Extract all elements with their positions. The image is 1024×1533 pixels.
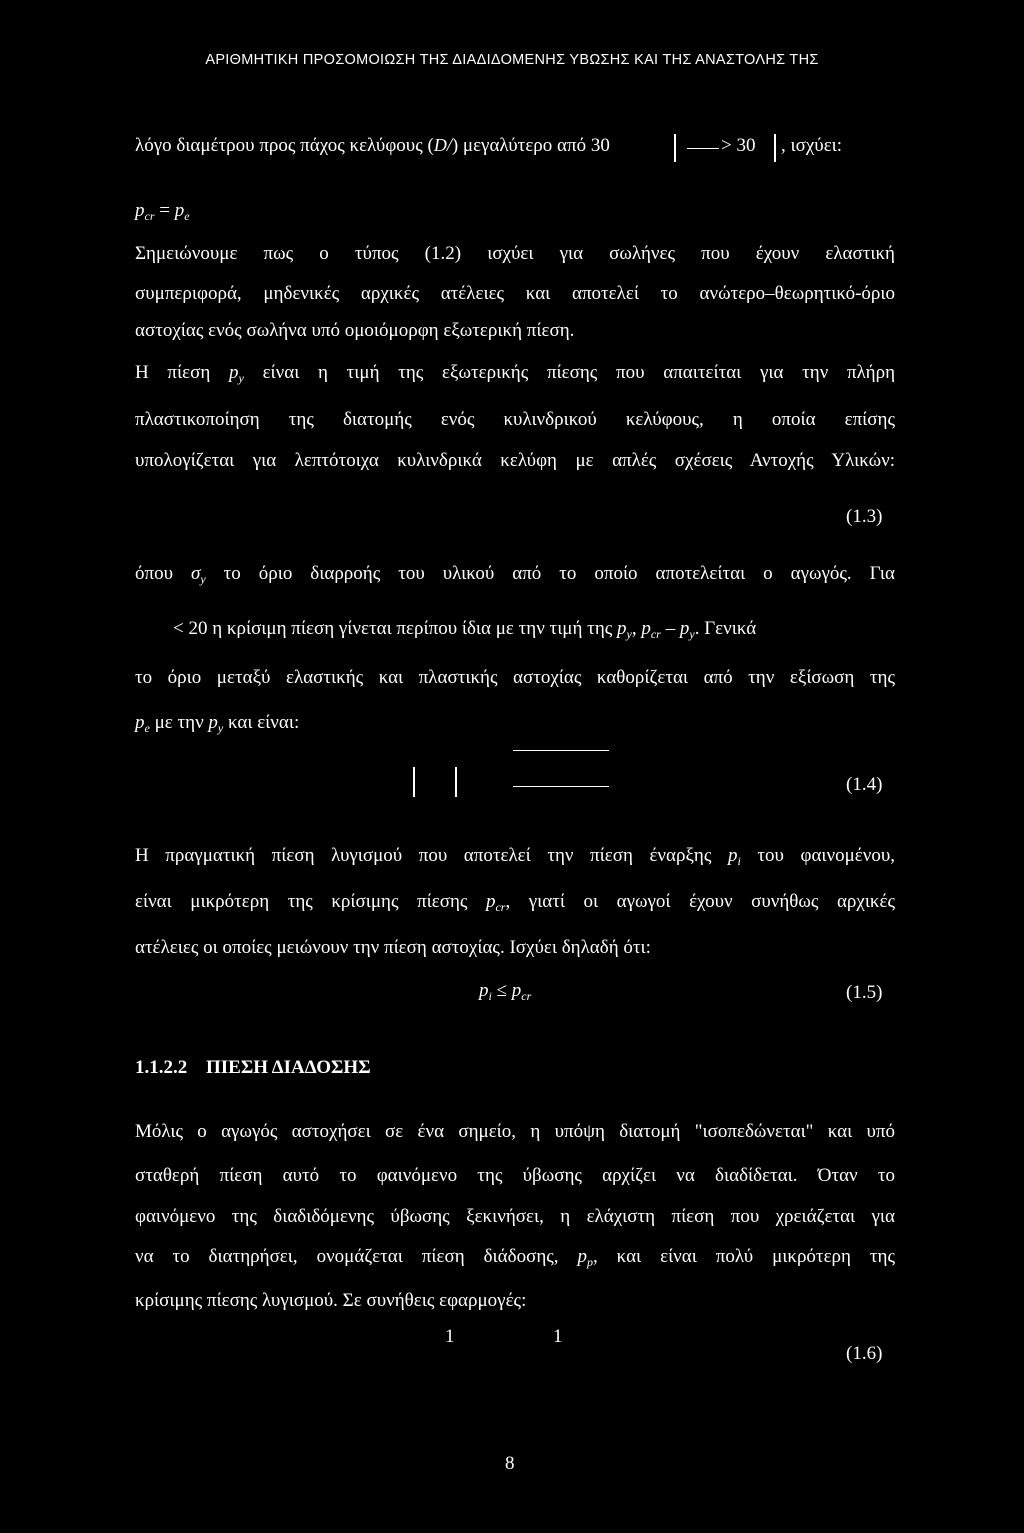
equation-number-1-4: (1.4): [846, 774, 883, 795]
para1-line1: Σημειώνουμε πως ο τύπος (1.2) ισχύει για σωλήνες που έχουν ελαστική: [135, 243, 895, 264]
ratio-text-a: λόγο διαμέτρου προς πάχος κελύφους (: [135, 135, 434, 156]
eq15-lhs-sub: i: [488, 989, 492, 1003]
equation-number-1-5: (1.5): [846, 982, 883, 1003]
para3-line2: < 20 η κρίσιμη πίεση γίνεται περίπου ίδια με την τιμή της $p_y$, $p_{cr} - p_y$. Γενικά: [173, 618, 757, 641]
eq14-bracket-left: [413, 767, 415, 797]
eq12-rhs: p: [174, 200, 185, 221]
ratio-condition: > 30: [721, 135, 756, 156]
py-subscript: y: [238, 371, 244, 385]
para3-line2-text: < 20 η κρίσιμη πίεση γίνεται περίπου ίδια με την τιμή της: [173, 618, 613, 639]
para3-text-b: το όριο διαρροής του υλικού από το οποίο αποτελείται ο αγωγός. Για: [223, 563, 895, 584]
bracket-left: [674, 134, 676, 162]
pcr-subscript: cr: [650, 627, 661, 641]
para5-line4-text-a: να το διατηρήσει, ονομάζεται πίεση διάδοσης,: [135, 1246, 559, 1267]
py-subscript-3: y: [689, 627, 695, 641]
dash: –: [665, 618, 676, 639]
para3-line1: [135, 563, 895, 587]
para4-line3: ατέλειες οι οποίες μειώνουν την πίεση αστοχίας. Ισχύει δηλαδή ότι:: [135, 937, 651, 958]
para5-line3: φαινόμενο της διαδιδόμενης ύβωσης ξεκινήσει, η ελάχιστη πίεση που χρειάζεται για: [135, 1206, 895, 1227]
text-line-ratio: [135, 135, 610, 157]
pe-subscript: e: [144, 721, 150, 735]
bracket-right: [774, 134, 776, 162]
eq12-equals: =: [154, 200, 175, 221]
sigma-subscript: y: [200, 572, 206, 586]
para5-line4: [135, 1246, 895, 1270]
section-heading: [135, 1057, 371, 1079]
para3-line2-end: . Γενικά: [694, 618, 757, 639]
py-symbol-2: p: [617, 618, 627, 639]
para1-line3: αστοχίας ενός σωλήνα υπό ομοιόμορφη εξωτερική πίεση.: [135, 320, 575, 341]
para2-line3: υπολογίζεται για λεπτότοιχα κυλινδρικά κελύφη με απλές σχέσεις Αντοχής Υλικών:: [135, 450, 895, 471]
para4-line2-text-b: , γιατί οι αγωγοί έχουν συνήθως αρχικές: [505, 891, 896, 912]
py-subscript-2: y: [626, 627, 632, 641]
para2-text-a: Η πίεση: [135, 362, 211, 383]
running-header: ΑΡΙΘΜΗΤΙΚΗ ΠΡΟΣΟΜΟΙΩΣΗ ΤΗΣ ΔΙΑΔΙΔΟΜΕΝΗΣ ΥΒΩΣΗΣ ΚΑΙ ΤΗΣ ΑΝΑΣΤΟΛΗΣ ΤΗΣ: [205, 52, 819, 68]
ratio-fraction: D/: [433, 135, 452, 155]
para4-text-b: του φαινομένου,: [757, 845, 896, 866]
para4-line2: [135, 891, 895, 915]
pp-symbol: p: [577, 1246, 587, 1267]
para4-text-a: Η πραγματική πίεση λυγισμού που αποτελεί την πίεση έναρξης: [135, 845, 712, 866]
eq15-lhs: p: [479, 980, 489, 1001]
py-symbol-3: p: [679, 618, 690, 639]
section-title: ΠΙΕΣΗ ΔΙΑΔΟΣΗΣ: [206, 1057, 371, 1078]
pi-subscript: i: [737, 854, 741, 868]
ratio-text-b: ) μεγαλύτερο από 30: [451, 135, 610, 156]
para1-line2: συμπεριφορά, μηδενικές αρχικές ατέλειες και αποτελεί το ανώτερο–θεωρητικό-όριο: [135, 283, 895, 304]
eq14-fraction-bar: [513, 786, 609, 787]
para3-line4: [135, 712, 299, 736]
para4-line1: [135, 845, 895, 869]
para2-line1: [135, 362, 895, 386]
para5-line4-text-b: , και είναι πολύ μικρότερη της: [592, 1246, 895, 1267]
para3-line4-text-a: με την: [154, 712, 204, 733]
fraction-bar: [687, 148, 719, 149]
eq15-leq: ≤: [491, 980, 512, 1001]
eq12-lhs-sub: cr: [144, 209, 155, 223]
eq16-one-b: 1: [553, 1326, 563, 1347]
equation-number-1-6: (1.6): [846, 1343, 883, 1364]
pcr-subscript-2: cr: [495, 900, 506, 914]
pcr-symbol-2: p: [485, 891, 496, 912]
eq15-rhs: p: [511, 980, 522, 1001]
pp-subscript: p: [586, 1255, 593, 1269]
equation-1-2: [135, 200, 190, 224]
sigma-symbol: σ: [190, 563, 201, 584]
py-subscript-4: y: [217, 721, 224, 735]
para3-line4-text-b: και είναι:: [227, 712, 300, 733]
py-symbol: p: [229, 362, 239, 383]
eq16-one-a: 1: [445, 1326, 455, 1347]
eq14-fraction-bar-top: [513, 750, 609, 751]
equation-1-5: [479, 980, 531, 1004]
para5-line5: κρίσιμης πίεσης λυγισμού. Σε συνήθεις εφαρμογές:: [135, 1290, 527, 1311]
equation-number-1-3: (1.3): [846, 506, 883, 527]
eq12-rhs-sub: e: [184, 209, 190, 223]
para3-text-a: όπου: [135, 563, 173, 584]
para5-line2: σταθερή πίεση αυτό το φαινόμενο της ύβωσης αρχίζει να διαδίδεται. Όταν το: [135, 1165, 895, 1186]
eq15-rhs-sub: cr: [521, 989, 532, 1003]
eq12-lhs: p: [135, 200, 145, 221]
py-symbol-4: p: [208, 712, 218, 733]
page-number: 8: [505, 1453, 515, 1474]
para2-line2: πλαστικοποίηση της διατομής ενός κυλινδρικού κελύφους, η οποία επίσης: [135, 409, 895, 430]
para4-line2-text-a: είναι μικρότερη της κρίσιμης πίεσης: [135, 891, 468, 912]
para3-line3: το όριο μεταξύ ελαστικής και πλαστικής αστοχίας καθορίζεται από την εξίσωση της: [135, 667, 895, 688]
para5-line1: Μόλις ο αγωγός αστοχήσει σε ένα σημείο, η υπόψη διατομή "ισοπεδώνεται" και υπό: [135, 1121, 895, 1142]
eq14-bracket-right: [455, 767, 457, 797]
section-number: 1.1.2.2: [135, 1057, 188, 1078]
pi-symbol: p: [727, 845, 738, 866]
pe-symbol: p: [135, 712, 145, 733]
ratio-text-d: , ισχύει:: [781, 135, 843, 156]
pcr-symbol: p: [641, 618, 651, 639]
para2-text-b: είναι η τιμή της εξωτερικής πίεσης που απαιτείται για την πλήρη: [262, 362, 896, 383]
